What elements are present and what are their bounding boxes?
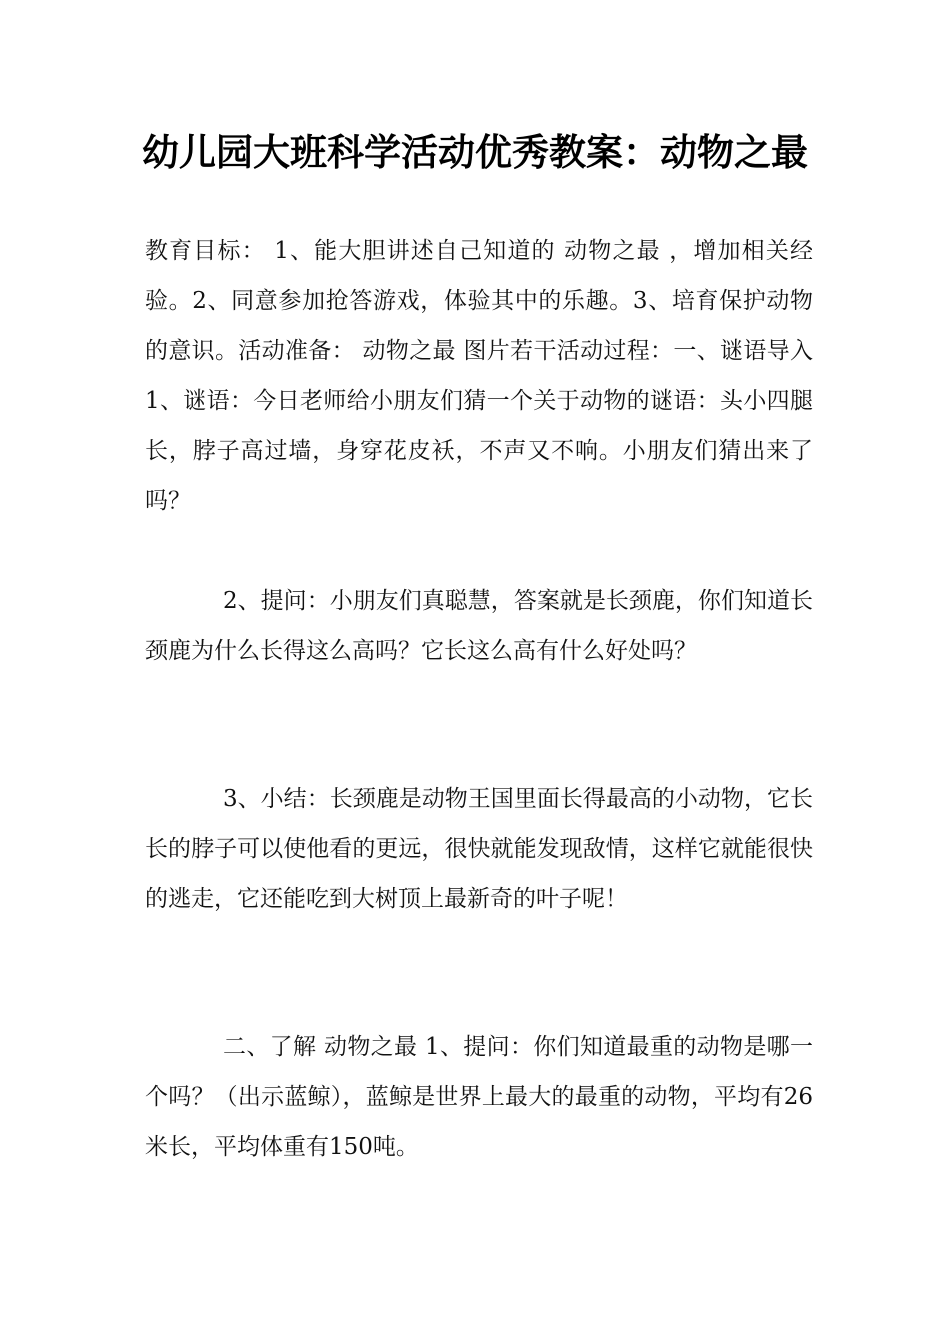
paragraph-objectives: 教育目标： 1、能大胆讲述自己知道的 动物之最 ，增加相关经验。2、同意参加抢答游戏，体验其中的乐趣。3、培育保护动物的意识。活动准备： 动物之最 图片若干活动过程：一、谜语导入1、谜语：今日老师给小朋友们猜一个关于动物的谜语：头小四腿长，脖子高过墙，身穿花皮袄，不声又不响。小朋友们猜出来了吗？: [145, 238, 813, 514]
paragraph-summary: 3、小结：长颈鹿是动物王国里面长得最高的小动物，它长长的脖子可以使他看的更远，很快就能发现敌情，这样它就能很快的逃走，它还能吃到大树顶上最新奇的叶子呢！: [145, 786, 813, 912]
paragraph-question: 2、提问：小朋友们真聪慧，答案就是长颈鹿，你们知道长颈鹿为什么长得这么高吗？它长这么高有什么好处吗？: [145, 588, 813, 664]
document-title: 幼儿园大班科学活动优秀教案：动物之最: [142, 131, 808, 174]
paragraph-whale: 二、了解 动物之最 1、提问：你们知道最重的动物是哪一个吗？（出示蓝鲸），蓝鲸是世界上最大的最重的动物，平均有26米长，平均体重有150吨。: [145, 1034, 813, 1160]
